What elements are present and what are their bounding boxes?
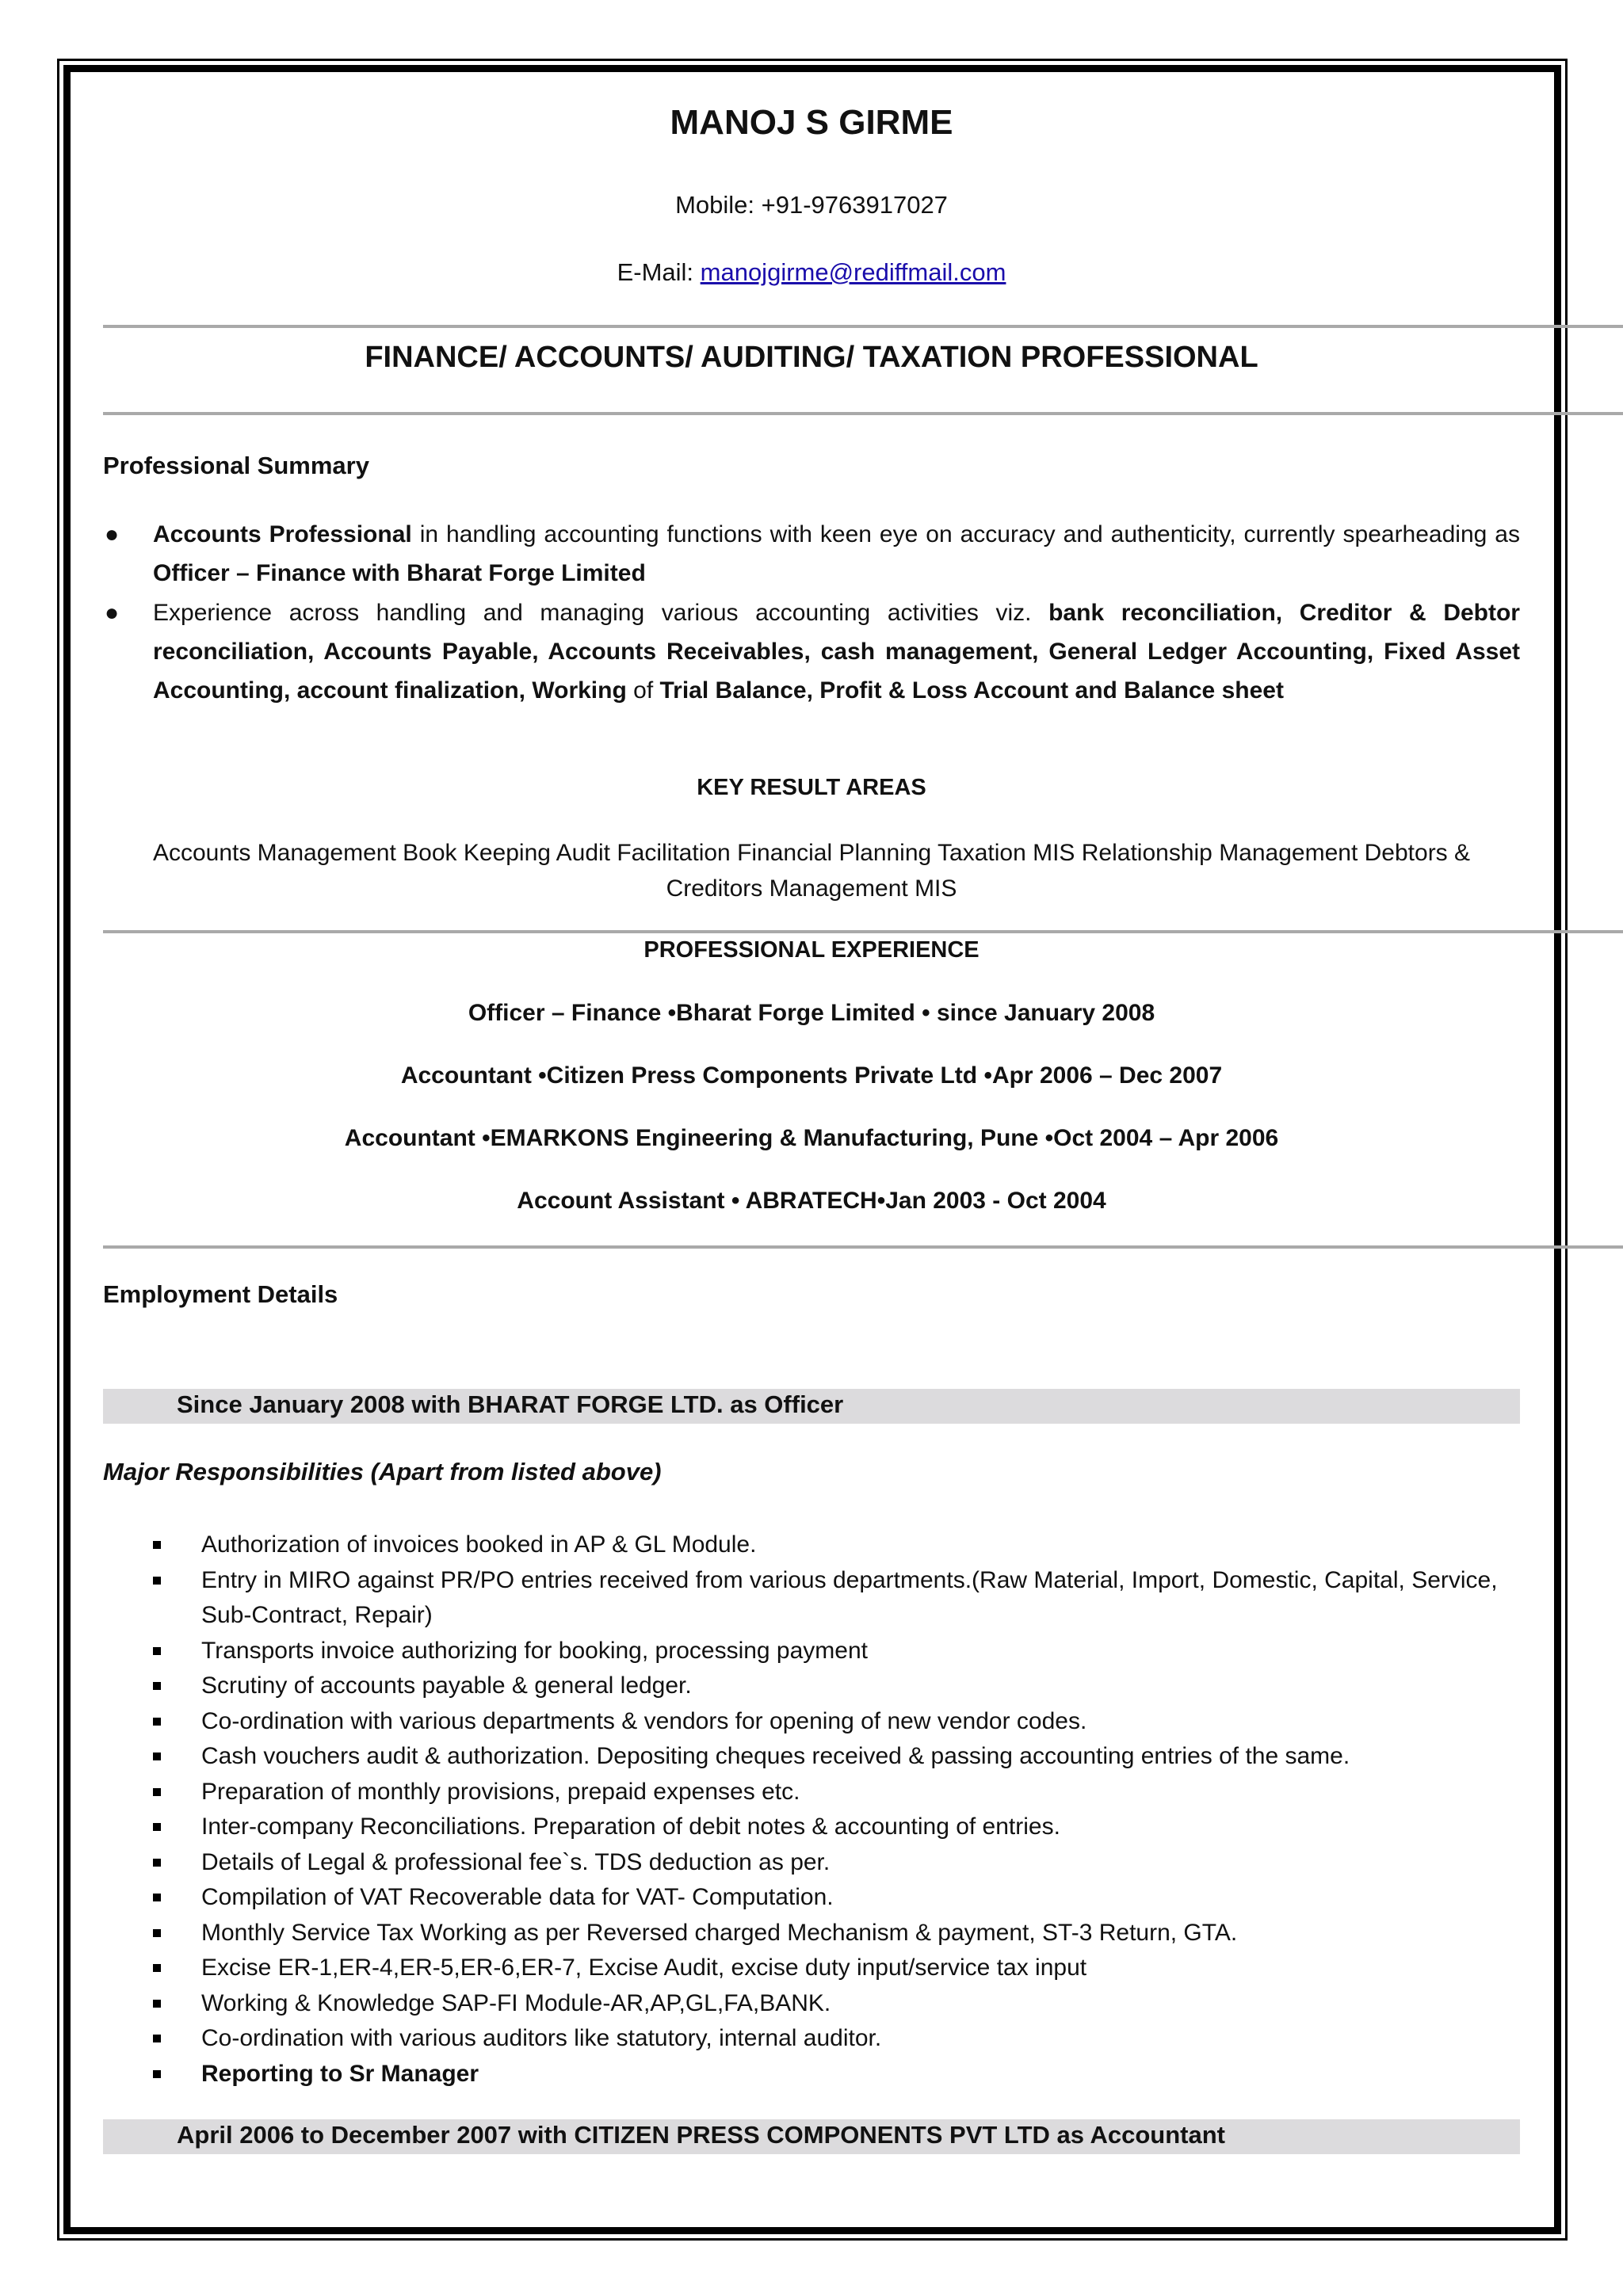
list-item-text: Cash vouchers audit & authorization. Depositing cheques received & passing accounting entries of the same. xyxy=(201,1743,1350,1769)
square-bullet-icon xyxy=(153,1964,161,1972)
list-item xyxy=(103,1704,1501,1740)
professional-headline: FINANCE/ ACCOUNTS/ AUDITING/ TAXATION PROFESSIONAL xyxy=(365,341,1258,374)
summary-heading: Professional Summary xyxy=(103,452,369,479)
job-heading-bar xyxy=(103,1389,1520,1424)
list-item xyxy=(103,1845,1501,1881)
summary-bold-text: Accounts Professional xyxy=(153,521,412,547)
list-item-text: Monthly Service Tax Working as per Reversed charged Mechanism & payment, ST-3 Return, GTA. xyxy=(201,1919,1238,1946)
list-item xyxy=(103,1634,1501,1669)
email-line xyxy=(103,258,1520,287)
summary-list xyxy=(103,515,1520,711)
list-item xyxy=(103,1951,1501,1986)
candidate-name: MANOJ S GIRME xyxy=(670,103,953,142)
list-item-text: Entry in MIRO against PR/PO entries received from various departments.(Raw Material, Import, Domestic, Capital, Service, Sub-Contract, Repair) xyxy=(201,1566,1498,1628)
square-bullet-icon xyxy=(153,1577,161,1585)
list-item-text: Transports invoice authorizing for booking, processing payment xyxy=(201,1637,868,1664)
job-heading-text: April 2006 to December 2007 with CITIZEN PRESS COMPONENTS PVT LTD as Accountant xyxy=(177,2121,1225,2149)
summary-text: in handling accounting functions with keen eye on accuracy and authenticity, currently spearheading as xyxy=(411,521,1520,547)
square-bullet-icon xyxy=(153,1682,161,1690)
list-item-text: Scrutiny of accounts payable & general ledger. xyxy=(201,1672,692,1699)
list-item xyxy=(103,1669,1501,1704)
experience-line: Officer – Finance •Bharat Forge Limited • since January 2008 xyxy=(468,1000,1155,1026)
email-link[interactable]: manojgirme@rediffmail.com xyxy=(700,258,1006,286)
experience-line: Accountant •EMARKONS Engineering & Manufacturing, Pune •Oct 2004 – Apr 2006 xyxy=(344,1125,1279,1151)
summary-text: of xyxy=(626,677,660,704)
email-label: E-Mail: xyxy=(617,258,701,286)
list-item xyxy=(103,1810,1501,1845)
square-bullet-icon xyxy=(153,1788,161,1796)
list-item xyxy=(103,1775,1501,1810)
list-item-text: Inter-company Reconciliations. Preparation of debit notes & accounting of entries. xyxy=(201,1814,1060,1840)
responsibilities-heading: Major Responsibilities (Apart from listed above) xyxy=(103,1458,662,1486)
square-bullet-icon xyxy=(153,1541,161,1549)
experience-line: Accountant •Citizen Press Components Private Ltd •Apr 2006 – Dec 2007 xyxy=(400,1062,1223,1089)
experience-heading: PROFESSIONAL EXPERIENCE xyxy=(643,937,980,963)
mobile-line xyxy=(103,191,1520,219)
summary-bold-text: bank reconciliation, Creditor & Debtor reconciliation, Accounts Payable, Accounts Receivables, cash management, General Ledger Accounting, Fixed Asset Accounting, account finalization, Working xyxy=(153,600,1520,704)
square-bullet-icon xyxy=(153,1894,161,1901)
list-item xyxy=(103,1916,1501,1951)
list-item-text: Authorization of invoices booked in AP & GL Module. xyxy=(201,1531,757,1558)
list-item-text: Details of Legal & professional fee`s. TDS deduction as per. xyxy=(201,1848,831,1875)
divider xyxy=(103,412,1623,415)
list-item xyxy=(103,593,1520,710)
list-item-text: Compilation of VAT Recoverable data for VAT- Computation. xyxy=(201,1884,834,1910)
bullet-icon: ● xyxy=(105,521,120,547)
list-item xyxy=(103,1986,1501,2022)
list-item-text: Working & Knowledge SAP-FI Module-AR,AP,GL,FA,BANK. xyxy=(201,1989,831,2016)
list-item-text: Preparation of monthly provisions, prepaid expenses etc. xyxy=(201,1778,800,1805)
list-item xyxy=(103,2021,1501,2057)
divider xyxy=(103,930,1623,933)
square-bullet-icon xyxy=(153,2000,161,2008)
mobile-label: Mobile: xyxy=(675,191,762,219)
job-heading-bar xyxy=(103,2119,1520,2154)
list-item xyxy=(103,515,1520,593)
list-item xyxy=(103,1563,1501,1634)
divider xyxy=(103,1245,1623,1249)
responsibilities-list xyxy=(103,1527,1520,2092)
square-bullet-icon xyxy=(153,2035,161,2042)
list-item xyxy=(103,2057,1501,2092)
summary-bold-text: Trial Balance, Profit & Loss Account and Balance sheet xyxy=(659,677,1284,704)
kra-heading: KEY RESULT AREAS xyxy=(697,775,926,800)
list-item xyxy=(103,1739,1501,1775)
square-bullet-icon xyxy=(153,1929,161,1937)
list-item-text: Reporting to Sr Manager xyxy=(201,2060,479,2087)
summary-bold-text: Officer – Finance with Bharat Forge Limited xyxy=(153,560,646,586)
list-item-text: Co-ordination with various departments & vendors for opening of new vendor codes. xyxy=(201,1707,1087,1734)
square-bullet-icon xyxy=(153,1718,161,1726)
square-bullet-icon xyxy=(153,2070,161,2078)
employment-heading: Employment Details xyxy=(103,1280,338,1308)
list-item-text: Excise ER-1,ER-4,ER-5,ER-6,ER-7, Excise Audit, excise duty input/service tax input xyxy=(201,1955,1087,1981)
kra-text: Accounts Management Book Keeping Audit Facilitation Financial Planning Taxation MIS Relationship Management Debtors & Creditors Management MIS xyxy=(152,840,1471,902)
list-item-text: Co-ordination with various auditors like statutory, internal auditor. xyxy=(201,2025,882,2051)
square-bullet-icon xyxy=(153,1753,161,1760)
job-heading-text: Since January 2008 with BHARAT FORGE LTD. as Officer xyxy=(177,1390,844,1418)
bullet-icon: ● xyxy=(105,600,120,626)
list-item xyxy=(103,1527,1501,1563)
summary-text: Experience across handling and managing various accounting activities viz. xyxy=(153,600,1049,626)
list-item xyxy=(103,1880,1501,1916)
experience-line: Account Assistant • ABRATECH•Jan 2003 - Oct 2004 xyxy=(517,1188,1106,1214)
square-bullet-icon xyxy=(153,1647,161,1655)
square-bullet-icon xyxy=(153,1823,161,1831)
mobile-number: +91-9763917027 xyxy=(761,191,948,219)
divider xyxy=(103,325,1623,328)
square-bullet-icon xyxy=(153,1859,161,1867)
